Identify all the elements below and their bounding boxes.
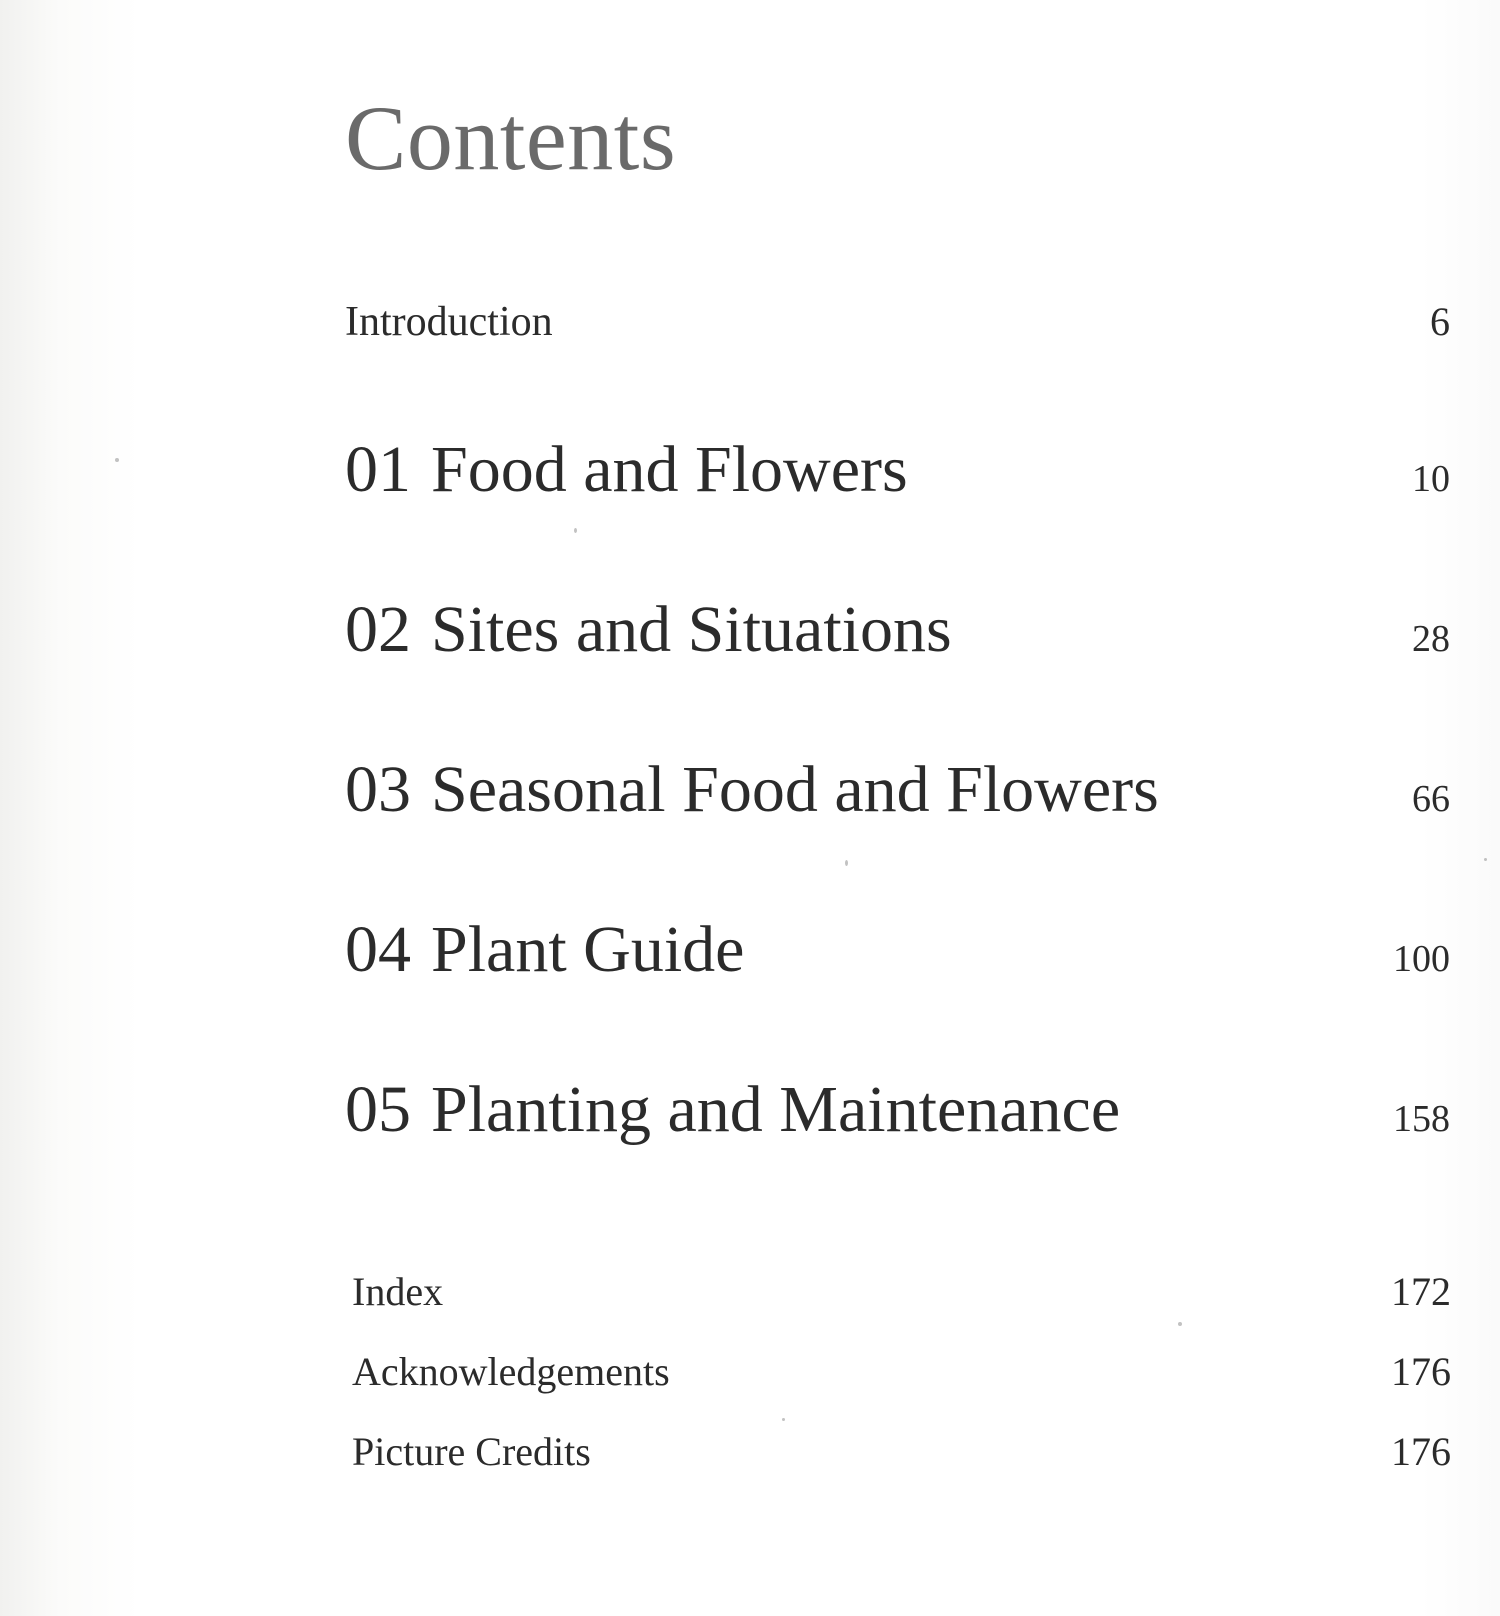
toc-chapter-03[interactable] bbox=[345, 752, 1450, 828]
chapter-number: 03 bbox=[345, 753, 411, 826]
toc-page-number: 172 bbox=[1391, 1269, 1451, 1314]
toc-entry-label: Introduction bbox=[345, 299, 553, 345]
paper-speck bbox=[1484, 858, 1487, 861]
toc-chapter-02[interactable] bbox=[345, 592, 1450, 668]
chapter-label: Seasonal Food and Flowers bbox=[431, 753, 1159, 826]
toc-chapter-05[interactable] bbox=[345, 1072, 1450, 1148]
paper-speck bbox=[782, 1418, 785, 1421]
toc-page-number: 66 bbox=[1412, 778, 1450, 820]
toc-page-number: 100 bbox=[1393, 938, 1450, 980]
page-title: Contents bbox=[345, 87, 677, 189]
toc-chapter-title bbox=[345, 592, 952, 668]
chapter-number: 02 bbox=[345, 593, 411, 666]
toc-page-number: 6 bbox=[1430, 299, 1450, 344]
toc-chapter-title bbox=[345, 752, 1159, 828]
toc-chapter-04[interactable] bbox=[345, 912, 1450, 988]
toc-page-number: 176 bbox=[1391, 1349, 1451, 1394]
toc-entry-picture-credits[interactable] bbox=[352, 1428, 1451, 1475]
toc-chapter-title bbox=[345, 912, 744, 988]
toc-entry-introduction[interactable] bbox=[345, 298, 1450, 346]
chapter-number: 01 bbox=[345, 433, 411, 506]
paper-speck bbox=[115, 458, 119, 462]
paper-speck bbox=[845, 860, 848, 866]
toc-page-number: 158 bbox=[1393, 1098, 1450, 1140]
chapter-number: 04 bbox=[345, 913, 411, 986]
toc-page-number: 28 bbox=[1412, 618, 1450, 660]
chapter-label: Sites and Situations bbox=[431, 593, 952, 666]
toc-chapter-title bbox=[345, 432, 908, 508]
toc-chapter-title bbox=[345, 1072, 1120, 1148]
toc-chapter-01[interactable] bbox=[345, 432, 1450, 508]
paper-speck bbox=[1178, 1322, 1182, 1326]
toc-entry-index[interactable] bbox=[352, 1268, 1451, 1315]
toc-page-number: 10 bbox=[1412, 458, 1450, 500]
toc-entry-label: Index bbox=[352, 1269, 444, 1314]
chapter-label: Planting and Maintenance bbox=[431, 1073, 1121, 1146]
paper-speck bbox=[574, 528, 577, 533]
toc-entry-label: Acknowledgements bbox=[352, 1349, 670, 1394]
toc-entry-acknowledgements[interactable] bbox=[352, 1348, 1451, 1395]
chapter-label: Plant Guide bbox=[431, 913, 745, 986]
chapter-number: 05 bbox=[345, 1073, 411, 1146]
toc-page-number: 176 bbox=[1391, 1429, 1451, 1474]
toc-entry-label: Picture Credits bbox=[352, 1429, 591, 1474]
chapter-label: Food and Flowers bbox=[431, 433, 908, 506]
